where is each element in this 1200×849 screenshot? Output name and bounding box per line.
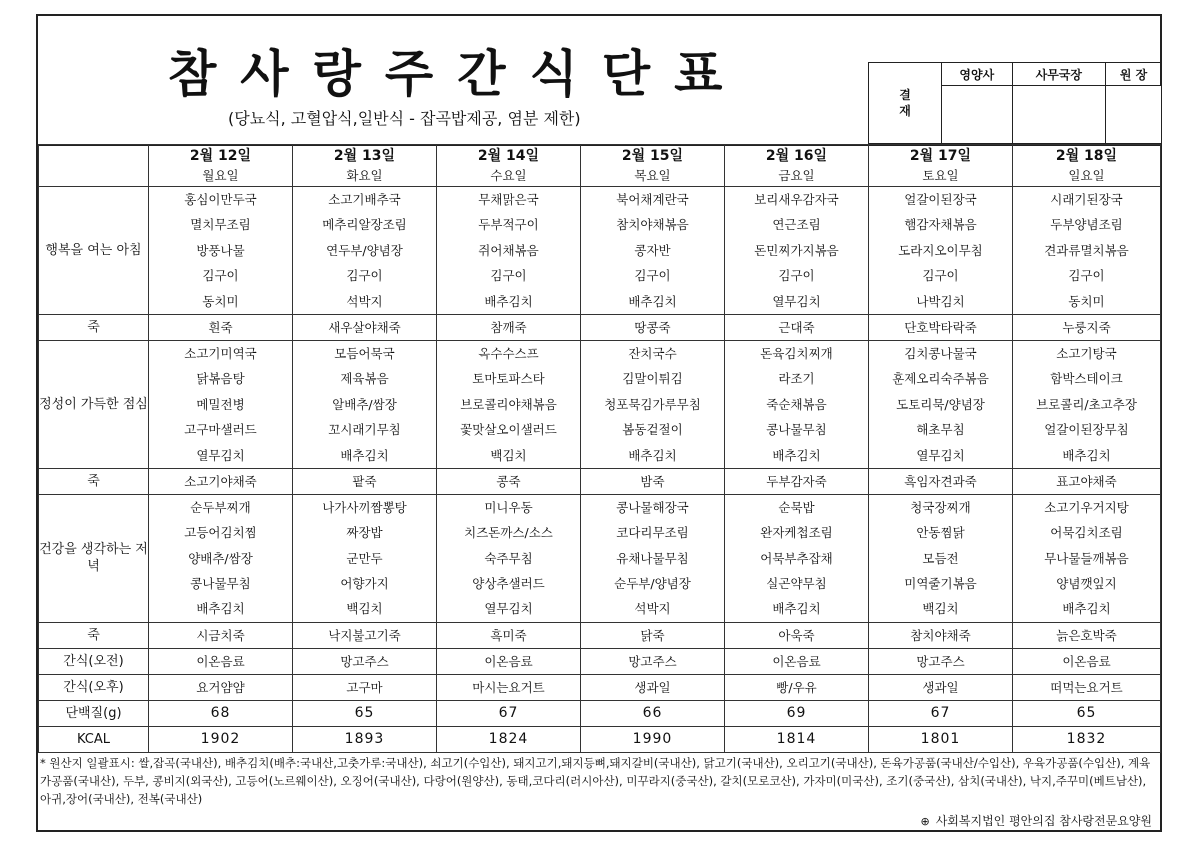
dish: 콩나물해장국 — [616, 499, 689, 515]
day-weekday: 화요일 — [346, 167, 383, 183]
meal-cell: 망고주스 — [869, 648, 1013, 674]
dish: 잔치국수 — [628, 345, 677, 361]
meal-cell — [437, 494, 581, 622]
day-weekday: 목요일 — [634, 167, 671, 183]
origin-notes: * 원산지 일괄표시: 쌀,잡곡(국내산), 배추김치(배추:국내산,고춧가루:국내산), 쇠고기(수입산), 돼지고기,돼지등뼈,돼지갈비(국내산), 닭고기(국내산), 오리고기(국내산), 돈육가공품(국내산/수입산), 우육가공품(수입산), 계육가공품(국내산), 두부, 콩비지(외국산), 고등어(노르웨이산), 오징어(국내산), 다랑어(원양산), 동태,코다리(러시아산), 미꾸라지(중국산), 갈치(모로코산), 가자미(미국산), 조기(중국산), 삼치(국내산), 낙지,주꾸미(베트남산), 아귀,장어(국내산), 전복(국내산) — [40, 756, 1151, 806]
dish: 배추김치 — [628, 293, 677, 309]
dish: 김구이 — [202, 268, 239, 284]
meal-cell: 마시는요거트 — [437, 674, 581, 700]
approval-role-head: 원 장 — [1106, 63, 1162, 86]
dish: 두부적구이 — [478, 217, 539, 233]
dish: 얼갈이된장무침 — [1044, 422, 1129, 438]
dish: 청포묵김가루무침 — [604, 396, 701, 412]
meal-cell: 이온음료 — [725, 648, 869, 674]
dish: 김구이 — [634, 268, 671, 284]
dish: 고등어김치찜 — [184, 525, 257, 541]
meal-cell: 밤죽 — [581, 468, 725, 494]
meal-cell: 흑미죽 — [437, 622, 581, 648]
dish: 함박스테이크 — [1050, 371, 1123, 387]
dish: 북어채계란국 — [616, 192, 689, 207]
meal-cell: 68 — [149, 700, 293, 726]
day-weekday: 금요일 — [778, 167, 815, 183]
row-label: 죽 — [39, 314, 149, 340]
dish: 김구이 — [1068, 268, 1105, 284]
meal-cell: 67 — [869, 700, 1013, 726]
dish: 꼬시래기무침 — [328, 422, 401, 438]
row-label: 간식(오후) — [39, 674, 149, 700]
row-label: 죽 — [39, 622, 149, 648]
signature-cell — [1106, 86, 1162, 144]
dish: 도라지오이무침 — [898, 242, 983, 258]
dish: 햄감자채볶음 — [904, 217, 977, 233]
meal-cell: 65 — [1013, 700, 1161, 726]
meal-cell — [293, 494, 437, 622]
meal-cell: 이온음료 — [1013, 648, 1161, 674]
signature-cell — [1012, 86, 1105, 144]
dish: 양상추샐러드 — [472, 576, 545, 592]
meal-cell: 1902 — [149, 726, 293, 752]
meal-cell: 1814 — [725, 726, 869, 752]
dish: 군만두 — [346, 550, 383, 566]
day-weekday: 수요일 — [490, 167, 527, 183]
dish: 순묵밥 — [778, 499, 815, 515]
approval-label: 결 재 — [869, 63, 942, 144]
dish: 브로콜리야채볶음 — [460, 396, 557, 412]
meal-cell: 시금치죽 — [149, 622, 293, 648]
meal-cell — [149, 494, 293, 622]
dish: 석박지 — [634, 601, 671, 617]
meal-cell — [149, 340, 293, 468]
dish: 콩나물무침 — [190, 576, 251, 592]
meal-cell: 1832 — [1013, 726, 1161, 752]
meal-cell: 생과일 — [869, 674, 1013, 700]
meal-cell — [869, 340, 1013, 468]
meal-cell: 65 — [293, 700, 437, 726]
approval-box — [868, 62, 1162, 144]
dish: 김치콩나물국 — [904, 345, 977, 361]
row-label: 행복을 여는 아침 — [39, 187, 149, 315]
day-date: 2월 15일 — [621, 147, 684, 164]
meal-cell: 망고주스 — [293, 648, 437, 674]
meal-cell: 표고야채죽 — [1013, 468, 1161, 494]
dish: 꽃맛살오이샐러드 — [460, 422, 557, 438]
corner-cell — [39, 145, 149, 187]
day-date: 2월 17일 — [909, 147, 972, 164]
menu-row-breakfast — [39, 187, 1161, 315]
dish: 봄동겉절이 — [622, 422, 683, 438]
dish: 미역줄기볶음 — [904, 576, 977, 592]
dish: 완자케첩조림 — [760, 525, 833, 541]
menu-row-kcal — [39, 726, 1161, 752]
dish: 무채맑은국 — [478, 192, 539, 207]
day-header-row — [39, 145, 1161, 187]
dish: 안동찜닭 — [916, 525, 965, 541]
dish: 소고기탕국 — [1056, 345, 1117, 361]
meal-cell: 1801 — [869, 726, 1013, 752]
dish: 어묵부추잡채 — [760, 550, 833, 566]
row-label: 정성이 가득한 점심 — [39, 340, 149, 468]
meal-cell — [725, 340, 869, 468]
dish: 배추김치 — [772, 447, 821, 463]
meal-cell: 고구마 — [293, 674, 437, 700]
meal-cell: 66 — [581, 700, 725, 726]
dish: 동치미 — [202, 293, 239, 309]
footer-text: 사회복지법인 평안의집 참사랑전문요양원 — [935, 814, 1152, 828]
meal-cell: 팥죽 — [293, 468, 437, 494]
dish: 돈육김치찌개 — [760, 345, 833, 361]
day-date: 2월 13일 — [333, 147, 396, 164]
dish: 김구이 — [346, 268, 383, 284]
dish: 닭볶음탕 — [196, 371, 245, 387]
dish: 라조기 — [778, 371, 815, 387]
dish: 배추김치 — [340, 447, 389, 463]
dish: 쥐어채볶음 — [478, 242, 539, 258]
dish: 도토리묵/양념장 — [896, 396, 985, 412]
dish: 훈제오리숙주볶음 — [892, 371, 989, 387]
dish: 열무김치 — [916, 447, 965, 463]
meal-cell: 1893 — [293, 726, 437, 752]
dish: 유채나물무침 — [616, 550, 689, 566]
meal-cell: 땅콩죽 — [581, 314, 725, 340]
dish: 어묵김치조림 — [1050, 525, 1123, 541]
dish: 코다리무조림 — [616, 525, 689, 541]
dish: 숙주무침 — [484, 550, 533, 566]
dish: 콩나물무침 — [766, 422, 827, 438]
meal-cell: 69 — [725, 700, 869, 726]
meal-cell — [869, 494, 1013, 622]
menu-row-protein — [39, 700, 1161, 726]
dish: 연근조림 — [772, 217, 821, 233]
dish: 배추김치 — [628, 447, 677, 463]
meal-cell: 새우살야채죽 — [293, 314, 437, 340]
meal-cell: 근대죽 — [725, 314, 869, 340]
day-header — [869, 145, 1013, 187]
dish: 동치미 — [1068, 293, 1105, 309]
dish: 콩자반 — [634, 242, 671, 258]
dish: 김구이 — [922, 268, 959, 284]
day-weekday: 토요일 — [922, 167, 959, 183]
meal-cell: 낙지불고기죽 — [293, 622, 437, 648]
day-date: 2월 16일 — [765, 147, 828, 164]
meal-cell: 1824 — [437, 726, 581, 752]
meal-cell: 이온음료 — [437, 648, 581, 674]
sheet-header — [38, 16, 1160, 146]
meal-cell: 늙은호박죽 — [1013, 622, 1161, 648]
menu-row-lunch-porridge — [39, 468, 1161, 494]
dish: 순두부찌개 — [190, 499, 251, 515]
dish: 양배추/쌈장 — [188, 550, 253, 566]
dish: 죽순채볶음 — [766, 396, 827, 412]
dish: 소고기우거지탕 — [1044, 499, 1129, 515]
meal-cell — [437, 187, 581, 315]
dish: 두부양념조림 — [1050, 217, 1123, 233]
dish: 백김치 — [490, 447, 527, 463]
dish: 제육볶음 — [340, 371, 389, 387]
dish: 돈민찌가지볶음 — [754, 242, 839, 258]
dish: 나박김치 — [916, 293, 965, 309]
dish: 배추김치 — [1062, 601, 1111, 617]
meal-cell — [1013, 340, 1161, 468]
dish: 참치야채볶음 — [616, 217, 689, 233]
dish: 소고기배추국 — [328, 192, 401, 207]
menu-row-snack-pm — [39, 674, 1161, 700]
meal-cell: 이온음료 — [149, 648, 293, 674]
dish: 배추김치 — [772, 601, 821, 617]
dish: 고구마샐러드 — [184, 422, 257, 438]
day-header — [725, 145, 869, 187]
meal-cell: 아욱죽 — [725, 622, 869, 648]
dish: 열무김치 — [484, 601, 533, 617]
meal-cell: 참치야채죽 — [869, 622, 1013, 648]
day-date: 2월 12일 — [189, 147, 252, 164]
dish: 연두부/양념장 — [326, 242, 403, 258]
meal-cell: 67 — [437, 700, 581, 726]
dish: 배추김치 — [196, 601, 245, 617]
meal-cell — [149, 187, 293, 315]
day-date: 2월 14일 — [477, 147, 540, 164]
meal-cell: 흑임자견과죽 — [869, 468, 1013, 494]
meal-cell — [581, 340, 725, 468]
dish: 모듬전 — [922, 550, 959, 566]
dish: 순두부/양념장 — [614, 576, 691, 592]
logo-icon: ⊕ — [920, 815, 930, 828]
dish: 시래기된장국 — [1050, 192, 1123, 207]
dish: 토마토파스타 — [472, 371, 545, 387]
day-date: 2월 18일 — [1055, 147, 1118, 164]
meal-cell — [725, 187, 869, 315]
meal-cell: 요거얌얌 — [149, 674, 293, 700]
dish: 김말이튀김 — [622, 371, 683, 387]
dish: 해초무침 — [916, 422, 965, 438]
meal-cell — [293, 187, 437, 315]
meal-cell: 흰죽 — [149, 314, 293, 340]
day-weekday: 월요일 — [202, 167, 239, 183]
menu-row-lunch — [39, 340, 1161, 468]
meal-cell: 떠먹는요거트 — [1013, 674, 1161, 700]
meal-cell: 누룽지죽 — [1013, 314, 1161, 340]
meal-cell: 두부감자죽 — [725, 468, 869, 494]
dish: 옥수수스프 — [478, 345, 539, 361]
day-header — [293, 145, 437, 187]
dish: 열무김치 — [772, 293, 821, 309]
meal-cell: 닭죽 — [581, 622, 725, 648]
menu-row-snack-am — [39, 648, 1161, 674]
dish: 실곤약무침 — [766, 576, 827, 592]
dish: 얼갈이된장국 — [904, 192, 977, 207]
meal-cell — [725, 494, 869, 622]
dish: 보리새우감자국 — [754, 192, 839, 207]
weekly-menu-table — [38, 144, 1161, 753]
dish: 치즈돈까스/소스 — [464, 525, 553, 541]
dish: 미니우동 — [484, 499, 533, 515]
dish: 메추리알장조림 — [322, 217, 407, 233]
dish: 견과류멸치볶음 — [1044, 242, 1129, 258]
dish: 소고기미역국 — [184, 345, 257, 361]
page-title: 참사랑주간식단표 — [168, 45, 747, 103]
dish: 모듬어묵국 — [334, 345, 395, 361]
row-label: 간식(오전) — [39, 648, 149, 674]
meal-cell: 단호박타락죽 — [869, 314, 1013, 340]
dish: 홍심이만두국 — [184, 192, 257, 207]
day-weekday: 일요일 — [1068, 167, 1105, 183]
meal-cell — [293, 340, 437, 468]
dish: 청국장찌개 — [910, 499, 971, 515]
meal-cell — [869, 187, 1013, 315]
meal-cell — [1013, 187, 1161, 315]
dish: 메밀전병 — [196, 396, 245, 412]
dish: 방풍나물 — [196, 242, 245, 258]
dish: 나가사끼짬뽕탕 — [322, 499, 407, 515]
meal-cell — [581, 494, 725, 622]
dish: 브로콜리/초고추장 — [1036, 396, 1137, 412]
day-header — [149, 145, 293, 187]
meal-cell: 참깨죽 — [437, 314, 581, 340]
menu-row-breakfast-porridge — [39, 314, 1161, 340]
row-label: 건강을 생각하는 저녁 — [39, 494, 149, 622]
meal-cell: 소고기야채죽 — [149, 468, 293, 494]
meal-cell — [1013, 494, 1161, 622]
dish: 백김치 — [922, 601, 959, 617]
dish: 김구이 — [778, 268, 815, 284]
page-subtitle: (당뇨식, 고혈압식,일반식 - 잡곡밥제공, 염분 제한) — [228, 109, 581, 128]
approval-role-director: 사무국장 — [1012, 63, 1105, 86]
meal-cell — [437, 340, 581, 468]
dish: 어향가지 — [340, 576, 389, 592]
row-label: 죽 — [39, 468, 149, 494]
approval-role-nutritionist: 영양사 — [942, 63, 1013, 86]
dish: 짜장밥 — [346, 525, 383, 541]
dish: 양념깻잎지 — [1056, 576, 1117, 592]
dish: 열무김치 — [196, 447, 245, 463]
dish: 배추김치 — [1062, 447, 1111, 463]
dish: 배추김치 — [484, 293, 533, 309]
dish: 알배추/쌈장 — [332, 396, 397, 412]
dish: 멸치무조림 — [190, 217, 251, 233]
day-header — [581, 145, 725, 187]
day-header — [437, 145, 581, 187]
row-label: KCAL — [39, 726, 149, 752]
dish: 석박지 — [346, 293, 383, 309]
meal-cell: 망고주스 — [581, 648, 725, 674]
signature-cell — [942, 86, 1013, 144]
meal-cell: 콩죽 — [437, 468, 581, 494]
menu-sheet — [36, 14, 1162, 832]
dish: 백김치 — [346, 601, 383, 617]
day-header — [1013, 145, 1161, 187]
row-label: 단백질(g) — [39, 700, 149, 726]
menu-row-dinner — [39, 494, 1161, 622]
meal-cell: 생과일 — [581, 674, 725, 700]
meal-cell — [581, 187, 725, 315]
dish: 김구이 — [490, 268, 527, 284]
footer-org — [920, 812, 1152, 829]
meal-cell: 1990 — [581, 726, 725, 752]
meal-cell: 빵/우유 — [725, 674, 869, 700]
menu-row-dinner-porridge — [39, 622, 1161, 648]
dish: 무나물들깨볶음 — [1044, 550, 1129, 566]
